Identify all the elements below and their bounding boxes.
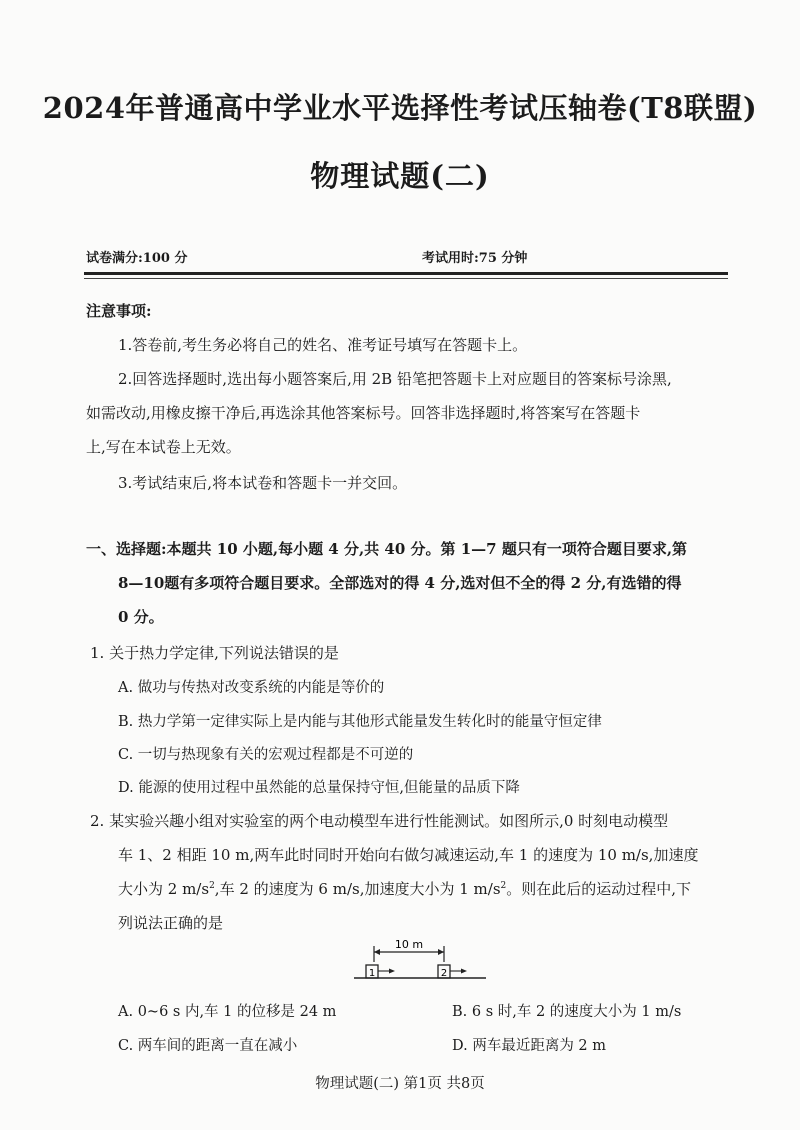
two-cars-figure: [340, 936, 500, 992]
question-2-option-c: C. 两车间的距离一直在减小: [118, 1038, 298, 1054]
header-rule-thick: [84, 272, 728, 275]
exam-title: 2024年普通高中学业水平选择性考试压轴卷(T8联盟): [42, 91, 758, 125]
question-2-line-3-part-b: ,车 2 的速度为 6 m/s,加速度大小为 1 m/s: [214, 880, 501, 898]
car-2-label: 2: [440, 968, 448, 979]
exam-subtitle: 物理试题(二): [310, 159, 490, 193]
question-2-line-2: 车 1、2 相距 10 m,两车此时同时开始向右做匀减速运动,车 1 的速度为 10 m/s,加速度: [118, 846, 699, 864]
question-2-line-4: 列说法正确的是: [118, 914, 224, 932]
exam-duration: 考试用时:75 分钟: [422, 251, 528, 266]
car-2-velocity-arrowhead: [461, 969, 467, 974]
distance-arrowhead-right: [438, 949, 444, 955]
question-1-option-c: C. 一切与热现象有关的宏观过程都是不可逆的: [118, 747, 414, 763]
question-1-option-d: D. 能源的使用过程中虽然能的总量保持守恒,但能量的品质下降: [118, 780, 520, 796]
question-1-option-a: A. 做功与传热对改变系统的内能是等价的: [118, 680, 385, 696]
section-1-line-2: 8—10题有多项符合题目要求。全部选对的得 4 分,选对但不全的得 2 分,有选错的得: [118, 574, 682, 592]
notice-item-1: 1.答卷前,考生务必将自己的姓名、准考证号填写在答题卡上。: [118, 336, 528, 354]
superscript-2: 2: [209, 881, 215, 891]
car-1-label: 1: [368, 968, 376, 979]
notice-item-2-line-1: 2.回答选择题时,选出每小题答案后,用 2B 铅笔把答题卡上对应题目的答案标号涂黑,: [118, 370, 672, 388]
section-1-line-1: 一、选择题:本题共 10 小题,每小题 4 分,共 40 分。第 1—7 题只有一项符合题目要求,第: [86, 540, 688, 558]
question-2-option-d: D. 两车最近距离为 2 m: [452, 1038, 607, 1054]
question-2-line-3-part-c: 。则在此后的运动过程中,下: [506, 880, 692, 898]
header-rule-thin: [84, 278, 728, 279]
notice-item-3: 3.考试结束后,将本试卷和答题卡一并交回。: [118, 474, 408, 492]
question-2-line-3-part-a: 大小为 2 m/s: [118, 880, 210, 898]
distance-arrowhead-left: [374, 949, 380, 955]
page-footer: 物理试题(二) 第1页 共8页: [315, 1076, 485, 1092]
question-1-option-b: B. 热力学第一定律实际上是内能与其他形式能量发生转化时的能量守恒定律: [118, 714, 602, 730]
question-2-option-a: A. 0~6 s 内,车 1 的位移是 24 m: [118, 1004, 337, 1020]
full-score: 试卷满分:100 分: [86, 251, 188, 266]
question-2-line-1: 2. 某实验兴趣小组对实验室的两个电动模型车进行性能测试。如图所示,0 时刻电动模型: [90, 812, 669, 830]
notice-heading: 注意事项:: [86, 302, 152, 320]
car-1-velocity-arrowhead: [389, 969, 395, 974]
question-2-line-3: [118, 878, 691, 899]
question-1-stem: 1. 关于热力学定律,下列说法错误的是: [90, 644, 339, 662]
distance-label: 10 m: [394, 938, 424, 951]
question-2-option-b: B. 6 s 时,车 2 的速度大小为 1 m/s: [452, 1004, 682, 1020]
section-1-line-3: 0 分。: [118, 608, 164, 626]
notice-item-2-line-3: 上,写在本试卷上无效。: [86, 438, 241, 456]
notice-item-2-line-2: 如需改动,用橡皮擦干净后,再选涂其他答案标号。回答非选择题时,将答案写在答题卡: [86, 404, 641, 422]
superscript-2: 2: [500, 881, 507, 891]
